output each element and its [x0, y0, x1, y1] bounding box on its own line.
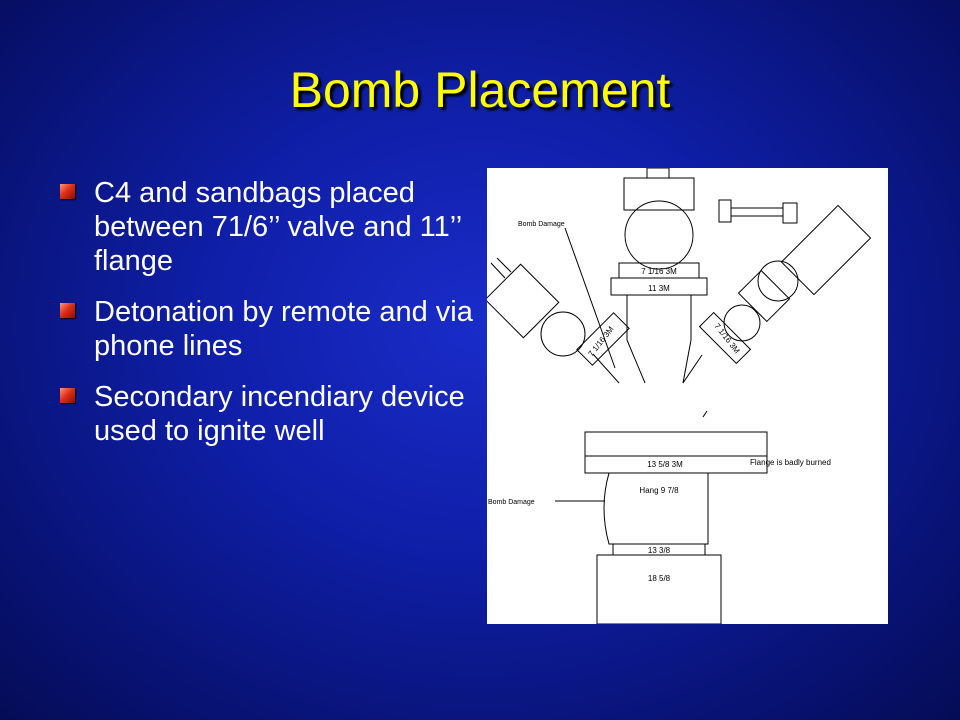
bullet-square-icon	[60, 184, 75, 199]
flange-13-label: 13 5/8 3M	[647, 460, 683, 469]
valve-right-label: 7 1/16 3M	[712, 321, 742, 356]
bullet-square-icon	[60, 388, 75, 403]
base-18-block	[597, 555, 721, 624]
bullet-list	[58, 176, 478, 465]
right-handle-knob	[719, 200, 731, 222]
wellhead-diagram-svg	[487, 168, 888, 624]
flange-13-upper	[585, 432, 767, 456]
flange-11-label: 11 3M	[648, 284, 670, 293]
top-valve-wheel	[625, 201, 693, 269]
bullet-text: Detonation by remote and via phone lines	[94, 296, 473, 362]
valve-left-label: 7 1/16 3M	[586, 324, 616, 359]
hang-label: Hang 9 7/8	[639, 486, 679, 495]
bullet-text: C4 and sandbags placed between 71/6’’ valve and 11’’ flange	[94, 177, 462, 277]
bomb-damage-bottom-label: Bomb Damage	[488, 499, 535, 506]
bomb-damage-top-label: Bomb Damage	[518, 221, 565, 228]
bullet-item	[58, 295, 478, 363]
right-handle-end	[783, 203, 797, 223]
hanger-body	[604, 473, 708, 544]
right-upper-wheel	[758, 261, 798, 301]
top-actuator-block	[624, 178, 694, 210]
wellhead-diagram	[487, 168, 888, 624]
top-cap	[647, 168, 669, 178]
base-18-label: 18 5/8	[647, 574, 671, 583]
slide-title: Bomb Placement	[289, 62, 671, 118]
spool-13-label: 13 3/8	[647, 546, 671, 555]
left-actuator-housing	[487, 264, 559, 338]
bullet-square-icon	[60, 303, 75, 318]
flange-burned-note: Flange is badly burned	[750, 458, 831, 467]
bullet-text: Secondary incendiary device used to ignite well	[94, 381, 465, 447]
left-wheel	[541, 312, 585, 356]
right-actuator-housing	[781, 205, 870, 294]
right-flange-block	[739, 271, 790, 322]
bullet-item	[58, 176, 478, 278]
valve-top-label: 7 1/16 3M	[641, 267, 677, 276]
bullet-item	[58, 380, 478, 448]
